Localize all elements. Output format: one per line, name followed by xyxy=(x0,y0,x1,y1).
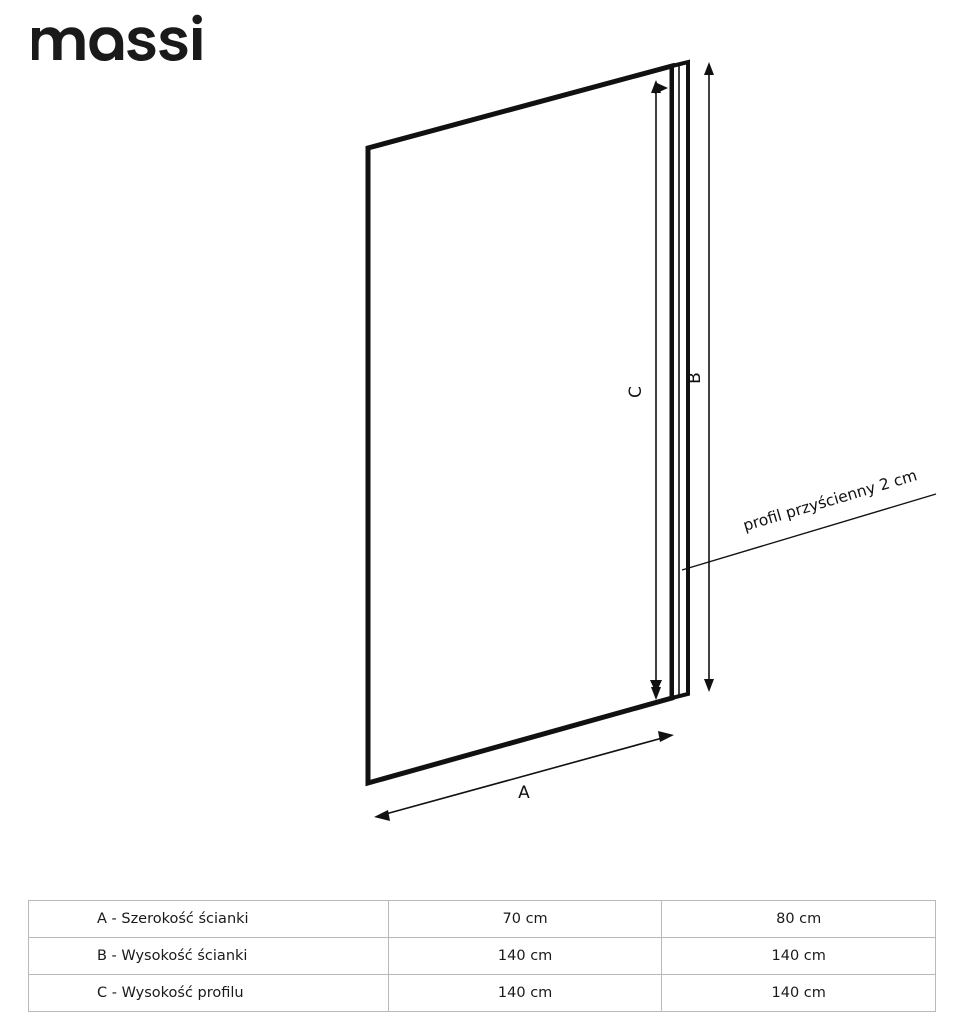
table-row xyxy=(29,975,936,1012)
row-label: C - Wysokość profilu xyxy=(29,975,389,1012)
row-value-variant-2: 80 cm xyxy=(662,901,936,938)
row-value-variant-1: 140 cm xyxy=(388,975,662,1012)
row-value-variant-1: 140 cm xyxy=(388,938,662,975)
row-label: B - Wysokość ścianki xyxy=(29,938,389,975)
profile-note-label: profil przyścienny 2 cm xyxy=(741,466,920,535)
glass-panel-outline xyxy=(368,66,672,783)
dimension-line-b xyxy=(704,62,714,692)
dimension-label-a: A xyxy=(518,783,530,803)
dimension-label-c: C xyxy=(626,386,646,398)
dimensions-table xyxy=(28,900,936,1012)
table-row xyxy=(29,938,936,975)
row-label: A - Szerokość ścianki xyxy=(29,901,389,938)
row-value-variant-1: 70 cm xyxy=(388,901,662,938)
dimension-label-b: B xyxy=(685,372,705,384)
row-value-variant-2: 140 cm xyxy=(662,938,936,975)
table-row xyxy=(29,901,936,938)
row-value-variant-2: 140 cm xyxy=(662,975,936,1012)
